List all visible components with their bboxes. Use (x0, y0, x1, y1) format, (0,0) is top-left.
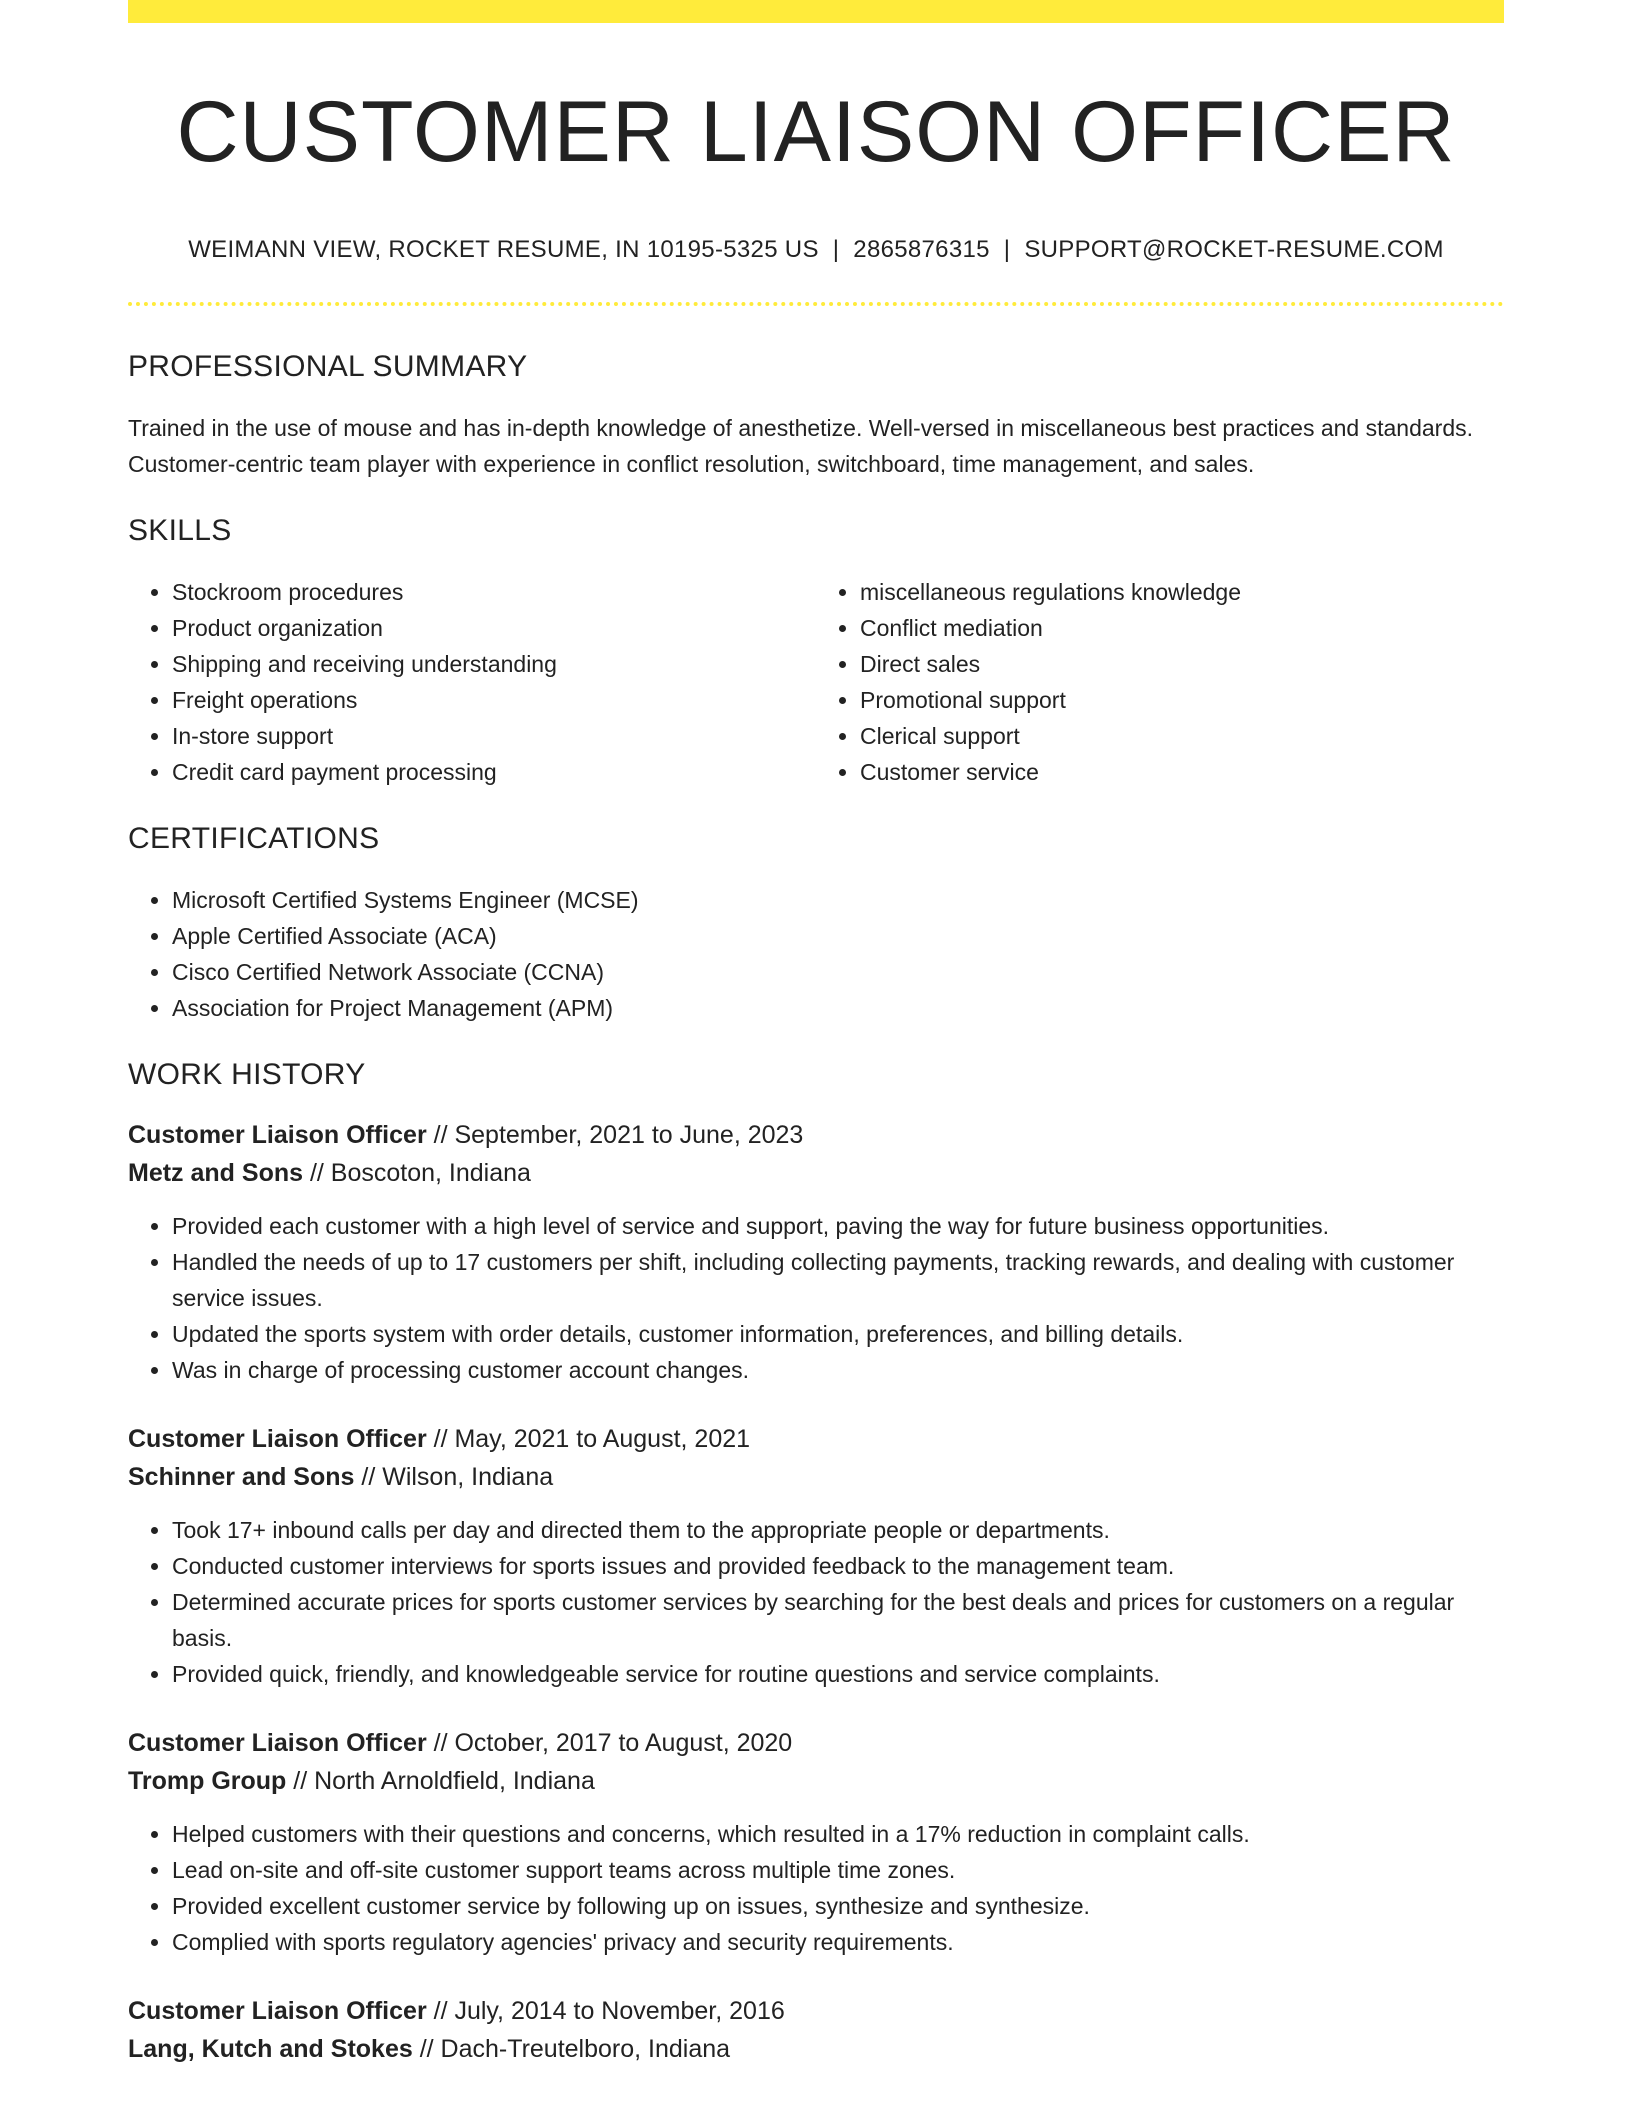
contact-separator: | (832, 235, 840, 263)
certification-item: • Cisco Certified Network Associate (CCNA) (172, 954, 1504, 990)
job-location: // Wilson, Indiana (354, 1462, 554, 1491)
contact-separator: | (1003, 235, 1011, 263)
job-entry (128, 1116, 1504, 1388)
certification-item: • Association for Project Management (APM) (172, 990, 1504, 1026)
job-company-line (128, 1762, 1504, 1800)
job-role: Customer Liaison Officer (128, 1120, 427, 1149)
accent-bar (128, 0, 1504, 23)
job-bullet: • Lead on-site and off-site customer support teams across multiple time zones. (172, 1852, 1504, 1888)
job-bullet: • Helped customers with their questions and concerns, which resulted in a 17% reduction in complaint calls. (172, 1816, 1504, 1852)
job-bullet: • Updated the sports system with order details, customer information, preferences, and billing details. (172, 1316, 1504, 1352)
job-bullet: • Determined accurate prices for sports customer services by searching for the best deals and prices for customers on a regular basis. (172, 1584, 1504, 1656)
work-history-heading: WORK HISTORY (128, 1057, 366, 1091)
job-role-line (128, 1992, 1504, 2030)
job-bullet: • Handled the needs of up to 17 customers per shift, including collecting payments, tracking rewards, and dealing with customer service issues. (172, 1244, 1504, 1316)
job-company-line (128, 1154, 1504, 1192)
job-bullet: • Took 17+ inbound calls per day and directed them to the appropriate people or departments. (172, 1512, 1504, 1548)
job-bullet: • Was in charge of processing customer account changes. (172, 1352, 1504, 1388)
skill-item: • Freight operations (172, 682, 816, 718)
job-bullet: • Complied with sports regulatory agencies' privacy and security requirements. (172, 1924, 1504, 1960)
summary-heading: PROFESSIONAL SUMMARY (128, 349, 528, 383)
job-entry (128, 1992, 1504, 2068)
job-entry (128, 1724, 1504, 1960)
job-company-line (128, 2030, 1504, 2068)
skills-columns (128, 574, 1504, 790)
contact-address: WEIMANN VIEW, ROCKET RESUME, IN 10195-5325 US (188, 235, 819, 263)
skill-item: • Stockroom procedures (172, 574, 816, 610)
job-bullet: • Provided each customer with a high level of service and support, paving the way for future business opportunities. (172, 1208, 1504, 1244)
job-company: Schinner and Sons (128, 1462, 355, 1491)
contact-email: SUPPORT@ROCKET-RESUME.COM (1024, 235, 1444, 263)
job-role: Customer Liaison Officer (128, 1424, 427, 1453)
certification-item: • Apple Certified Associate (ACA) (172, 918, 1504, 954)
skills-left-list (128, 574, 816, 790)
contact-phone: 2865876315 (853, 235, 990, 263)
certifications-heading: CERTIFICATIONS (128, 821, 380, 855)
job-role-line (128, 1724, 1504, 1762)
skills-right-list (816, 574, 1504, 790)
job-dates: // September, 2021 to June, 2023 (426, 1120, 804, 1149)
skill-item: • Direct sales (860, 646, 1504, 682)
skill-item: • Conflict mediation (860, 610, 1504, 646)
contact-line (128, 236, 1504, 264)
job-bullets (128, 1208, 1504, 1388)
skill-item: • Clerical support (860, 718, 1504, 754)
job-company: Metz and Sons (128, 1158, 304, 1187)
job-dates: // May, 2021 to August, 2021 (426, 1424, 751, 1453)
job-bullet: • Provided excellent customer service by following up on issues, synthesize and synthesize. (172, 1888, 1504, 1924)
certification-item: • Microsoft Certified Systems Engineer (MCSE) (172, 882, 1504, 918)
job-company-line (128, 1458, 1504, 1496)
job-dates: // October, 2017 to August, 2020 (426, 1728, 793, 1757)
resume-page (128, 0, 1504, 2068)
skill-item: • Promotional support (860, 682, 1504, 718)
header-divider (128, 302, 1504, 306)
job-location: // Dach-Treutelboro, Indiana (412, 2034, 731, 2063)
skill-item: • miscellaneous regulations knowledge (860, 574, 1504, 610)
certifications-list (128, 882, 1504, 1026)
summary-text: Trained in the use of mouse and has in-depth knowledge of anesthetize. Well-versed in miscellaneous best practices and standards. Customer-centric team player with experience in conflict resolution, switchboard, time management, and sales. (128, 414, 1473, 477)
skill-item: • Shipping and receiving understanding (172, 646, 816, 682)
job-bullet: • Conducted customer interviews for sports issues and provided feedback to the management team. (172, 1548, 1504, 1584)
resume-title: CUSTOMER LIAISON OFFICER (176, 84, 1456, 180)
skill-item: • Customer service (860, 754, 1504, 790)
skill-item: • In-store support (172, 718, 816, 754)
job-location: // Boscoton, Indiana (303, 1158, 531, 1187)
job-role: Customer Liaison Officer (128, 1728, 427, 1757)
job-company: Lang, Kutch and Stokes (128, 2034, 413, 2063)
job-role-line (128, 1420, 1504, 1458)
skill-item: • Credit card payment processing (172, 754, 816, 790)
job-bullets (128, 1816, 1504, 1960)
skill-item: • Product organization (172, 610, 816, 646)
job-company: Tromp Group (128, 1766, 287, 1795)
job-bullets (128, 1512, 1504, 1692)
job-dates: // July, 2014 to November, 2016 (426, 1996, 785, 2025)
job-location: // North Arnoldfield, Indiana (286, 1766, 595, 1795)
job-bullet: • Provided quick, friendly, and knowledgeable service for routine questions and service complaints. (172, 1656, 1504, 1692)
job-role-line (128, 1116, 1504, 1154)
job-entry (128, 1420, 1504, 1692)
skills-heading: SKILLS (128, 513, 232, 547)
job-role: Customer Liaison Officer (128, 1996, 427, 2025)
